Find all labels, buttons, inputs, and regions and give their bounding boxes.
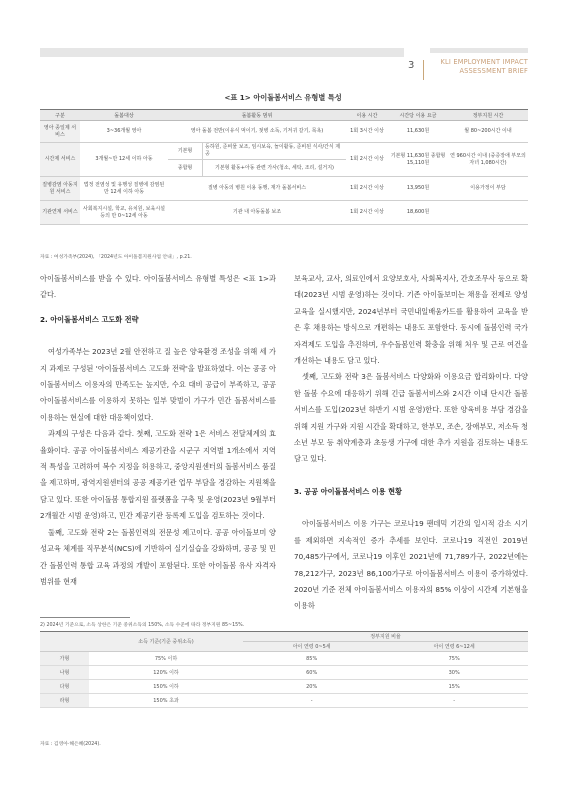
table-header-cell: 이용 시간 [346, 110, 388, 121]
table1-title: <표 1> 아이돌봄서비스 유형별 특성 [224, 93, 342, 102]
table-cell: 60% [243, 666, 380, 680]
table-cell: 연 960시간 이내 (중증장애 부모의 자녀 1,080시간) [448, 143, 528, 177]
table-cell: 150% 초과 [89, 694, 243, 708]
table-cell: 라형 [40, 694, 89, 708]
table-cell: 다형 [40, 680, 89, 694]
table-cell: 가형 [40, 652, 89, 666]
paragraph: 아이돌봄서비스 이용 가구는 코로나19 팬데믹 기간의 일시적 감소 시기를 제외하면 지속적인 증가 추세를 보인다. 코로나19 직전인 2019년 70,485가구에서, 코로나19 이후인 2021년에 71,789가구, 2022년에는 78,212가구, 2023년 86,100가구로 아이돌봄서비스 이용이 증가하였다. 2020년 기준 전체 아이돌봄서비스 이용자의 85% 이상이 시간제 기본형을 이용하 [294, 519, 528, 611]
table-cell: 11,630원 [388, 121, 448, 143]
table-cell: 15% [380, 680, 528, 694]
paragraph: 셋째, 고도화 전략 3은 돌봄서비스 다양화와 이용요금 합리화이다. 다양한 돌봄 수요에 대응하기 위해 긴급 돌봄서비스와 2시간 이내 단시간 돌봄서비스를 도입(2023년 하반기 시범 운영)한다. 또한 양육비용 부담 경감을 위해 지원 가구와 지원 시간을 확대하고, 한부모, 조손, 장애부모, 저소득 청소년 부모 등 취약계층과 초등생 가구에 대한 추가 지원을 검토하는 내용도 담고 있다. [294, 372, 528, 464]
table-header-cell: 정부지원 시간 [448, 110, 528, 121]
table-cell: 3~36개월 영아 [80, 121, 168, 143]
table2-source: 자료 : 김영아·해은혜(2024). [40, 742, 101, 747]
table-cell: - [243, 694, 380, 708]
table-cell: 13,950원 [388, 177, 448, 201]
table-cell: 시간제 서비스 [40, 143, 80, 177]
table-cell: 법정 전염성 및 유행성 질병에 감염된 만 12세 이하 아동 [80, 177, 168, 201]
table-cell: 75% 이하 [89, 652, 243, 666]
table-cell: 기본형 활동+아동 관련 가사(청소, 세탁, 조리, 설거지) [203, 160, 347, 177]
service-type-table [40, 109, 528, 225]
table-cell: 1회 2시간 이상 [346, 143, 388, 177]
publication-title-line2: ASSESSMENT BRIEF [459, 67, 528, 75]
paragraph: 보육교사, 교사, 의료인에서 요양보호사, 사회복지사, 간호조무사 등으로 확대(2023년 시범 운영)하는 것이다. 기존 아이돌보미는 채용을 전제로 양성교육을 실시했지만, 2024년부터 국민내일배움카드를 활용하여 교육을 받은 후 채용하는 방식으로 개편하는 내용도 포함한다. 동시에 돌봄인력 국가자격제도 도입을 추진하며, 우수돌봄인력 확충을 위해 처우 및 근로 여건을 개선하는 내용도 담고 있다. [294, 274, 528, 366]
table-cell: 월 80~200시간 이내 [448, 121, 528, 143]
table-header-cell: 구분 [40, 110, 80, 121]
header-decoration-bar [40, 48, 404, 57]
table-row [40, 666, 528, 680]
body-column-right [294, 271, 528, 615]
table-cell: 나형 [40, 666, 89, 680]
table-row [40, 652, 528, 666]
table-row [40, 177, 528, 201]
table-cell: 종합형 [168, 160, 203, 177]
table-cell: 영아 돌봄 전반(이유식 먹이기, 젖병 소독, 기저귀 갈기, 목욕) [168, 121, 346, 143]
table-row [40, 680, 528, 694]
table-cell: 기본형 11,630원 종합형 15,110원 [388, 143, 448, 177]
table-header-cell: 아이 연령 0~5세 [243, 642, 380, 652]
table-cell: 기본형 [168, 143, 203, 160]
table-row [40, 694, 528, 708]
table-cell: - [380, 694, 528, 708]
header-divider [423, 60, 424, 80]
paragraph: 아이돌봄서비스를 받을 수 있다. 아이돌봄서비스 유형별 특성은 <표 1>과 같다. [40, 274, 276, 300]
table-cell: 기관연계 서비스 [40, 201, 80, 225]
publication-title [430, 58, 528, 76]
table-cell: 20% [243, 680, 380, 694]
table-header-cell: 아이 연령 6~12세 [380, 642, 528, 652]
table-header-cell: 돌봄활동 범위 [168, 110, 346, 121]
table-cell: 120% 이하 [89, 666, 243, 680]
paragraph: 둘째, 고도화 전략 2는 돌봄인력의 전문성 제고이다. 공공 아이돌보미 양성교육 체계를 직무분석(NCS)에 기반하여 실기실습을 강화하며, 공공 및 민간 돌봄인력 통합 교육 과정의 개발이 포함된다. 또한 아이돌봄 유사 자격자 범위를 현재 [40, 527, 276, 586]
table-header-cell [40, 632, 89, 652]
table-header-row [40, 632, 528, 642]
table-header-row [40, 110, 528, 121]
body-column-left [40, 271, 276, 590]
paragraph: 과제의 구성은 다음과 같다. 첫째, 고도화 전략 1은 서비스 전달체계의 효율화이다. 공공 아이돌봄서비스 제공기관을 시군구 지역별 1개소에서 지역적 특성을 고려하여 복수 지정을 허용하고, 중앙지원센터의 돌봄서비스 품질을 제고하며, 광역지원센터의 공공 제공기관 업무 부담을 경감하는 지원책을 담고 있다. 또한 아이돌봄 통합지원 플랫폼을 구축 및 운영(2023년 9월부터 2개월간 시범 운영)하고, 민간 제공기관 등록제 도입을 검토하는 것이다. [40, 429, 276, 521]
table-row [40, 121, 528, 143]
page-number: 3 [408, 60, 415, 71]
table-row [40, 143, 528, 160]
table-header-cell: 돌봄대상 [80, 110, 168, 121]
table-cell: 1회 3시간 이상 [346, 121, 388, 143]
table-cell: 1회 2시간 이상 [346, 177, 388, 201]
table-cell: 질병 아동의 병원 이용 동행, 재가 돌봄서비스 [168, 177, 346, 201]
table-cell: 기관 내 아동돌봄 보조 [168, 201, 346, 225]
table-cell: 1회 2시간 이상 [346, 201, 388, 225]
table-header-cell: 소득 기준(기준 중위소득) [89, 632, 243, 652]
table-row [40, 201, 528, 225]
header-decoration-bar-right [430, 48, 528, 53]
table-cell: 150% 이하 [89, 680, 243, 694]
table-cell: 등하원, 준비물 보조, 임시보육, 놀이활동, 준비된 식사/간식 제공 [203, 143, 347, 160]
section-heading: 3. 공공 아이돌봄서비스 이용 현황 [294, 486, 403, 496]
footnote: 2) 2024년 기준으로, 소득 상한은 기준 중위소득의 150%, 소득 수준에 따라 정부지원 85~15%. [40, 623, 245, 628]
table-cell: 30% [380, 666, 528, 680]
table-cell: 영아 종일제 서비스 [40, 121, 80, 143]
table-cell: 85% [243, 652, 380, 666]
table-cell: 75% [380, 652, 528, 666]
footnote-divider [40, 617, 130, 618]
table-cell [448, 201, 528, 225]
paragraph: 여성가족부는 2023년 2월 안전하고 질 높은 양육환경 조성을 위해 세 가지 과제로 구성된 '아이돌봄서비스 고도화 전략'을 발표하였다. 이는 공공 아이돌봄서비스 이용자의 만족도는 높지만, 수요 대비 공급이 부족하고, 공공 아이돌봄서비스를 이용하지 못하는 일부 맞벌이 가구가 민간 돌봄서비스를 이용하는 현실에 대한 대응책이었다. [40, 347, 276, 422]
publication-title-line1: KLI EMPLOYMENT IMPACT [440, 58, 528, 66]
table-cell: 18,600원 [388, 201, 448, 225]
support-ratio-table [40, 631, 528, 708]
table-cell: 이용가정이 부담 [448, 177, 528, 201]
table1-source: 자료 : 여성가족부(2024), 「2024년도 아이돌봄지원사업 안내」, p.21. [40, 255, 192, 260]
table-header-cell: 정부지원 비율 [243, 632, 528, 642]
section-heading: 2. 아이돌봄서비스 고도화 전략 [40, 314, 139, 324]
table-header-cell: 시간당 이용 요금 [388, 110, 448, 121]
table-cell: 3개월~만 12세 이하 아동 [80, 143, 168, 177]
table-cell: 질병감염 아동지원 서비스 [40, 177, 80, 201]
table-cell: 사회복지시설, 학교, 유치원, 보육시설 등의 만 0~12세 아동 [80, 201, 168, 225]
